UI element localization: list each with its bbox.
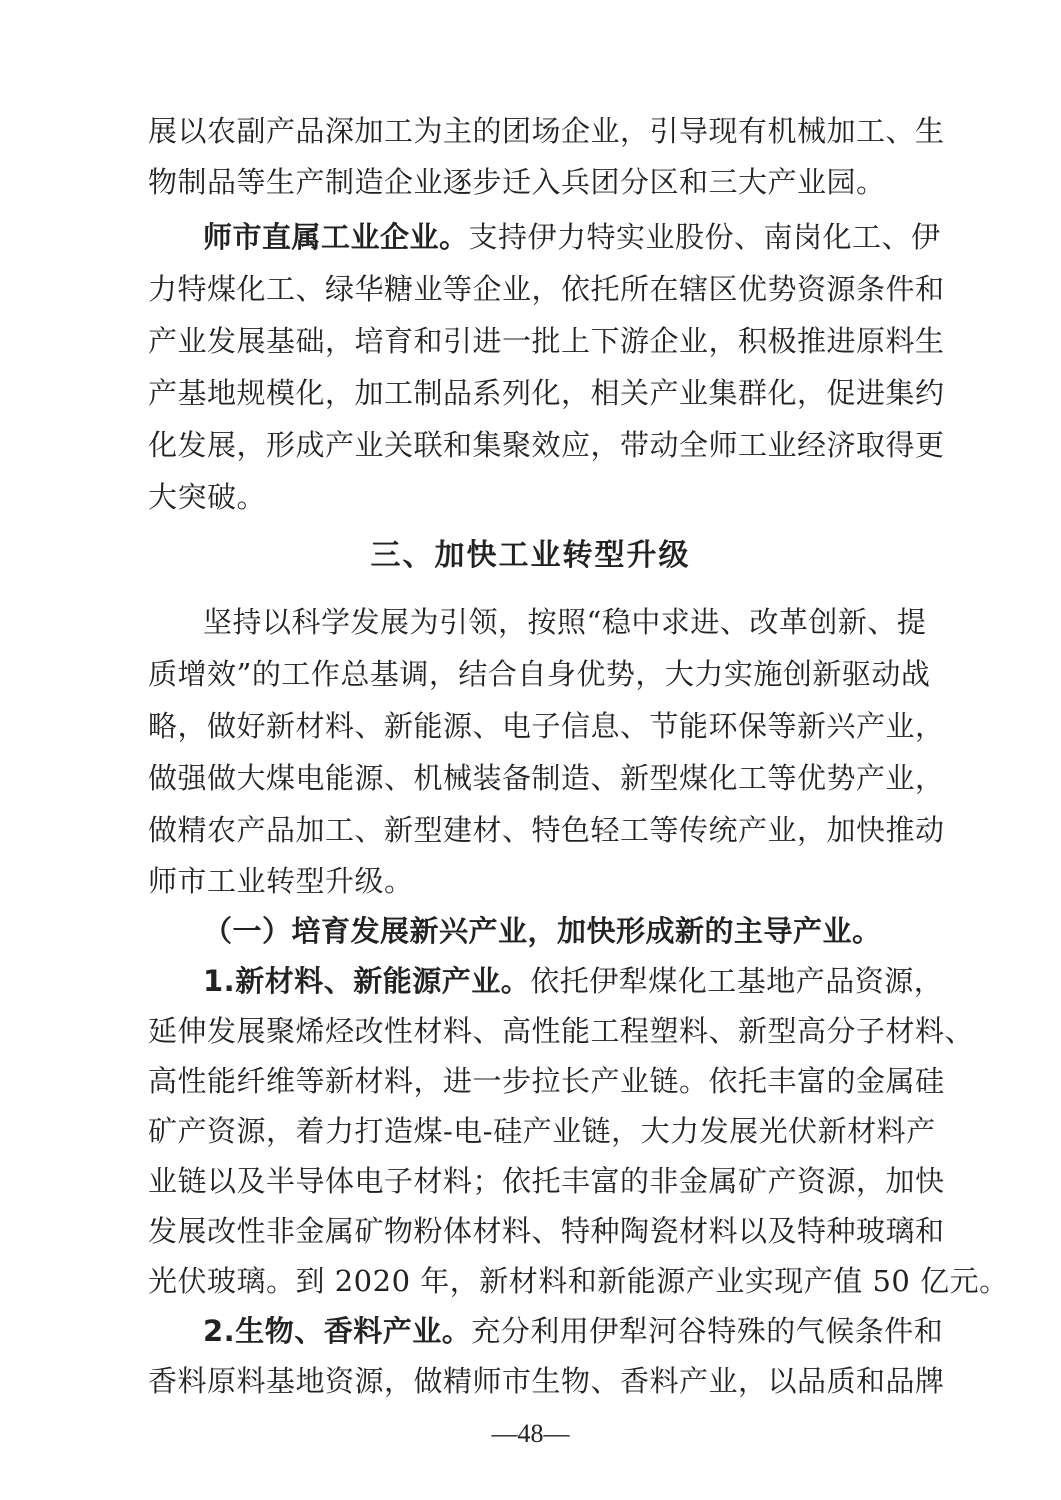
body-text-line: 业链以及半导体电子材料；依托丰富的非金属矿产资源，加快 bbox=[148, 1164, 945, 1198]
body-text-line: 产业发展基础，培育和引进一批上下游企业，积极推进原料生 bbox=[148, 324, 945, 358]
section-title: 三、加快工业转型升级 bbox=[370, 538, 691, 573]
paragraph-lead-heading: 2.生物、香料产业。 bbox=[203, 1314, 472, 1348]
paragraph-first-line: 坚持以科学发展为引领，按照“稳中求进、改革创新、提 bbox=[203, 605, 927, 639]
body-text-line: 物制品等生产制造企业逐步迁入兵团分区和三大产业园。 bbox=[148, 165, 886, 199]
paragraph-first-line bbox=[203, 962, 944, 1000]
paragraph-text: 支持伊力特实业股份、南岗化工、伊 bbox=[468, 220, 941, 254]
body-text-line: 光伏玻璃。到 2020 年，新材料和新能源产业实现产值 50 亿元。 bbox=[148, 1264, 1009, 1298]
subsection-title: （一）培育发展新兴产业，加快形成新的主导产业。 bbox=[203, 914, 882, 948]
body-text-line: 延伸发展聚烯烃改性材料、高性能工程塑料、新型高分子材料、 bbox=[148, 1014, 975, 1048]
paragraph-first-line bbox=[203, 218, 941, 256]
body-text-line: 力特煤化工、绿华糖业等企业，依托所在辖区优势资源条件和 bbox=[148, 272, 945, 306]
page-number: —48— bbox=[491, 1419, 570, 1448]
paragraph-lead-heading: 1.新材料、新能源产业。 bbox=[203, 964, 531, 998]
body-text-line: 做强做大煤电能源、机械装备制造、新型煤化工等优势产业， bbox=[148, 761, 945, 795]
paragraph-text: 依托伊犁煤化工基地产品资源， bbox=[530, 964, 944, 998]
body-text-line: 师市工业转型升级。 bbox=[148, 864, 414, 898]
body-text-line: 略，做好新材料、新能源、电子信息、节能环保等新兴产业， bbox=[148, 709, 945, 743]
body-text-line: 矿产资源，着力打造煤-电-硅产业链，大力发展光伏新材料产 bbox=[148, 1114, 936, 1148]
paragraph-first-line bbox=[203, 1312, 944, 1350]
body-text-line: 大突破。 bbox=[148, 480, 267, 514]
body-text-line: 产基地规模化，加工制品系列化，相关产业集群化，促进集约 bbox=[148, 376, 945, 410]
paragraph-lead-heading: 师市直属工业企业。 bbox=[203, 220, 469, 254]
body-text-line: 做精农产品加工、新型建材、特色轻工等传统产业，加快推动 bbox=[148, 813, 945, 847]
body-text-line: 质增效”的工作总基调，结合自身优势，大力实施创新驱动战 bbox=[148, 657, 931, 691]
body-text-line: 高性能纤维等新材料，进一步拉长产业链。依托丰富的金属硅 bbox=[148, 1064, 945, 1098]
body-text-line: 发展改性非金属矿物粉体材料、特种陶瓷材料以及特种玻璃和 bbox=[148, 1214, 945, 1248]
body-text-line: 展以农副产品深加工为主的团场企业，引导现有机械加工、生 bbox=[148, 114, 945, 148]
body-text-line: 化发展，形成产业关联和集聚效应，带动全师工业经济取得更 bbox=[148, 428, 945, 462]
body-text-line: 香料原料基地资源，做精师市生物、香料产业，以品质和品牌 bbox=[148, 1364, 945, 1398]
paragraph-text: 充分利用伊犁河谷特殊的气候条件和 bbox=[471, 1314, 944, 1348]
